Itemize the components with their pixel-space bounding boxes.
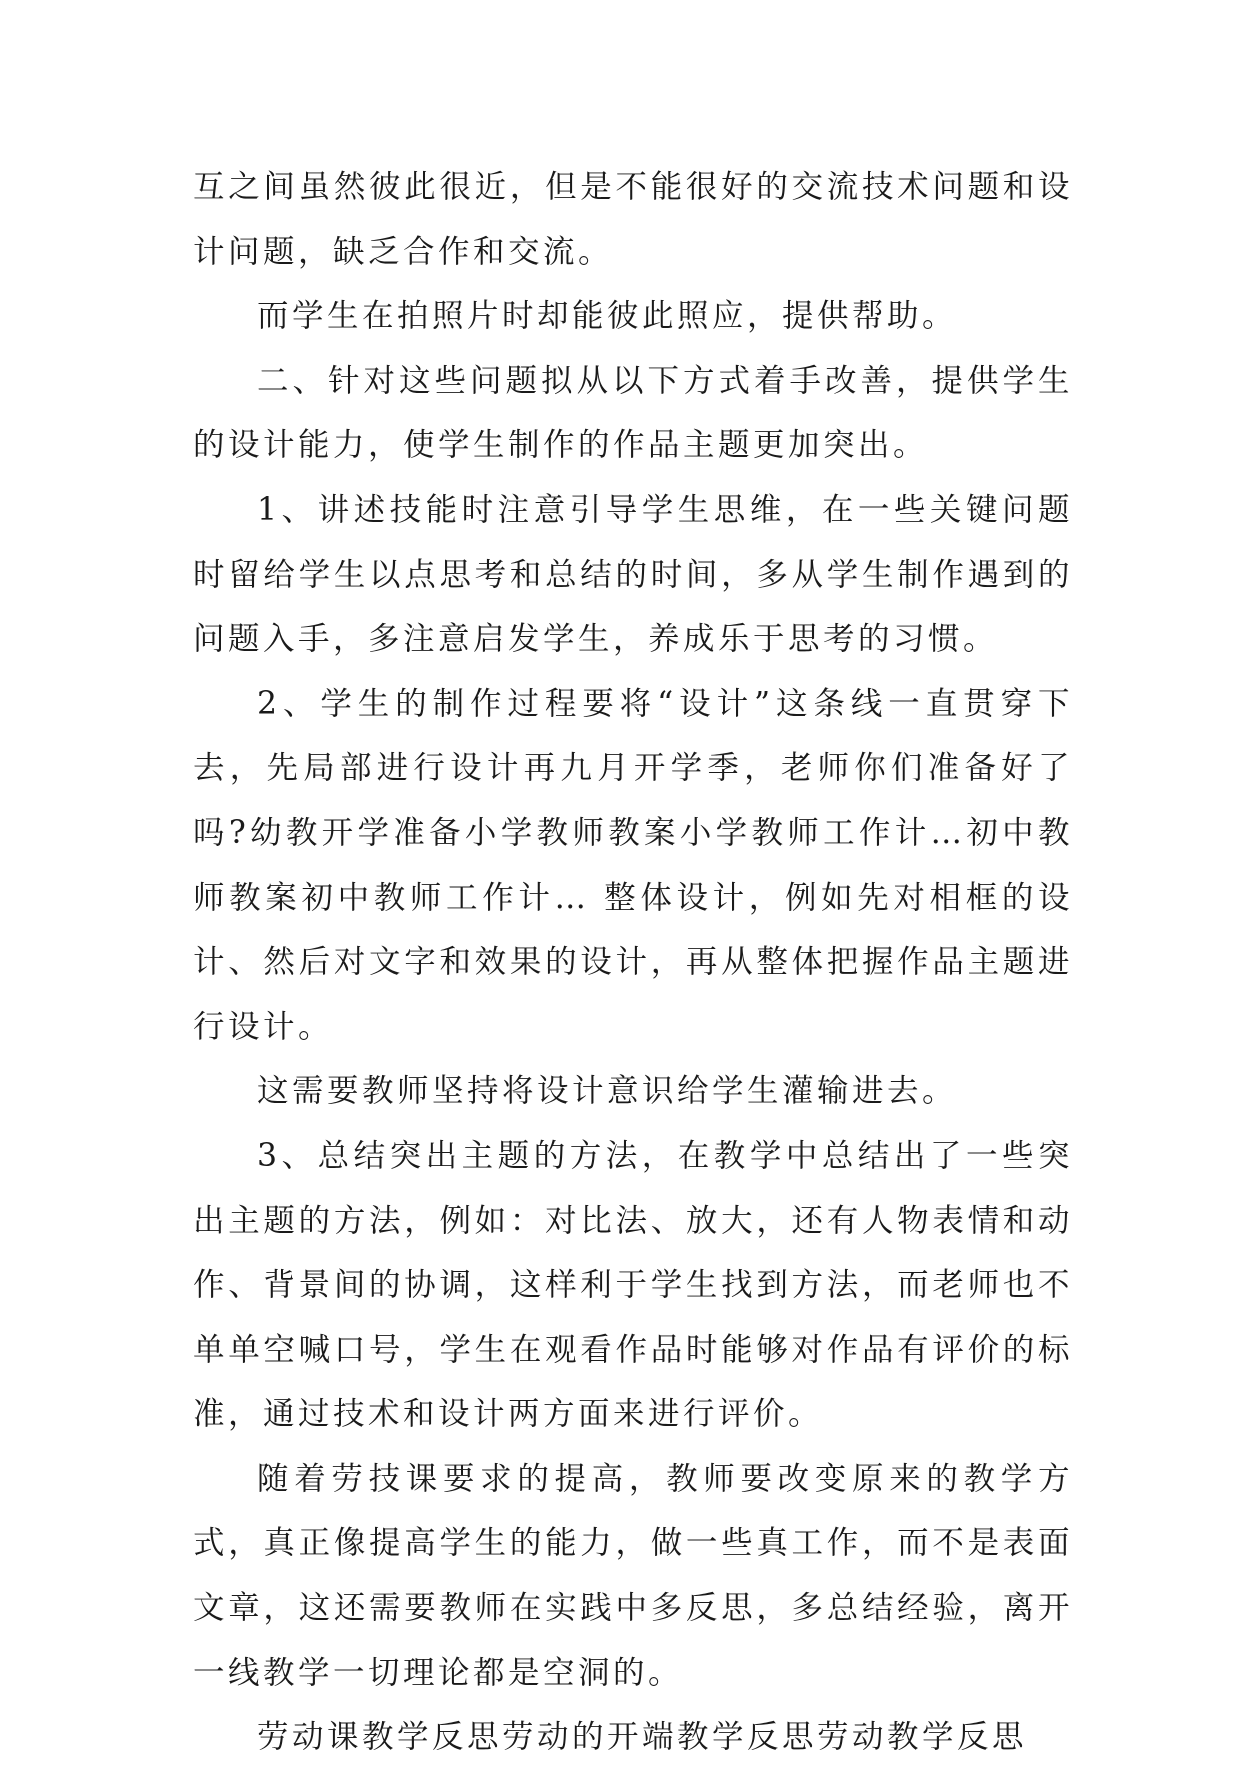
paragraph-4: 1、讲述技能时注意引导学生思维，在一些关键问题时留给学生以点思考和总结的时间，多从学生制作遇到的问题入手，多注意启发学生，养成乐于思考的习惯。 — [193, 491, 1073, 658]
paragraph-7: 3、总结突出主题的方法，在教学中总结出了一些突出主题的方法，例如：对比法、放大，还有人物表情和动作、背景间的协调，这样利于学生找到方法，而老师也不单单空喊口号，学生在观看作品时能够对作品有评价的标准，通过技术和设计两方面来进行评价。 — [193, 1137, 1073, 1433]
body-text — [193, 155, 1073, 1770]
paragraph-6: 这需要教师坚持将设计意识给学生灌输进去。 — [257, 1073, 958, 1110]
paragraph-9: 劳动课教学反思劳动的开端教学反思劳动教学反思 — [257, 1719, 1028, 1756]
paragraph-2: 而学生在拍照片时却能彼此照应，提供帮助。 — [257, 298, 958, 335]
paragraph-3: 二、针对这些问题拟从以下方式着手改善，提供学生的设计能力，使学生制作的作品主题更加突出。 — [193, 362, 1073, 464]
paragraph-8: 随着劳技课要求的提高，教师要改变原来的教学方式，真正像提高学生的能力，做一些真工作，而不是表面文章，这还需要教师在实践中多反思，多总结经验，离开一线教学一切理论都是空洞的。 — [193, 1460, 1073, 1691]
paragraph-5: 2、学生的制作过程要将“设计”这条线一直贯穿下去，先局部进行设计再九月开学季，老师你们准备好了吗?幼教开学准备小学教师教案小学教师工作计…初中教师教案初中教师工作计… 整体设计，例如先对相框的设计、然后对文字和效果的设计，再从整体把握作品主题进行设计。 — [193, 685, 1073, 1045]
paragraph-1: 互之间虽然彼此很近，但是不能很好的交流技术问题和设计问题，缺乏合作和交流。 — [193, 169, 1073, 270]
